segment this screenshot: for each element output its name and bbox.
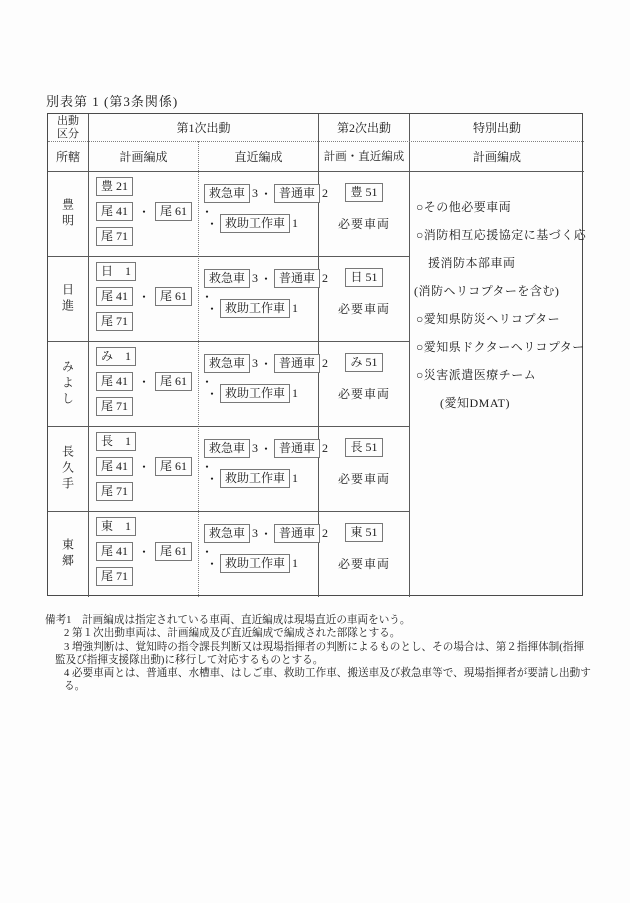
vehicle-count: 2 [322, 441, 329, 455]
unit-box: 尾 71 [96, 567, 133, 586]
header-special-planned-formation: 計画編成 [472, 149, 521, 164]
second-dispatch-cell [319, 511, 409, 597]
unit-box: 尾 61 [155, 542, 192, 561]
vehicle-box: 救助工作車 [220, 384, 290, 403]
separator-dot: ・ [201, 375, 214, 389]
separator-dot: ・ [260, 272, 273, 286]
jurisdiction-label: 長久手 [60, 444, 75, 493]
nearest-formation-cell [199, 426, 329, 511]
vehicle-box: 救助工作車 [220, 554, 290, 573]
vehicle-count: 3 [252, 441, 259, 455]
planned-formation-cell [89, 341, 214, 426]
special-item: ○その他必要車両 [416, 200, 512, 214]
special-item-note: (消防ヘリコプターを含む) [414, 284, 560, 298]
jurisdiction-nagakute [48, 426, 88, 511]
separator-dot: ・ [206, 217, 219, 231]
nearest-formation-cell [199, 171, 329, 256]
separator-dot: ・ [138, 460, 151, 474]
unit-box: 尾 71 [96, 397, 133, 416]
unit-box: 尾 41 [96, 457, 133, 476]
vehicle-box: 救助工作車 [220, 214, 290, 233]
unit-box: 日 1 [96, 262, 136, 281]
vehicle-box: 救急車 [204, 184, 250, 203]
jurisdiction-label: 東郷 [60, 538, 75, 570]
vehicle-box: 救急車 [204, 269, 250, 288]
remark-line: 備考1 計画編成は指定されている車両、直近編成は現場直近の車両をいう。 [45, 615, 411, 626]
separator-dot: ・ [206, 387, 219, 401]
required-vehicles-label: 必要車両 [337, 387, 390, 401]
vehicle-count: 1 [292, 471, 299, 485]
planned-formation-cell [89, 256, 214, 341]
nearest-formation-cell [199, 256, 329, 341]
nearest-formation-cell [199, 341, 329, 426]
vehicle-box: 救助工作車 [220, 299, 290, 318]
unit-box: 尾 61 [155, 372, 192, 391]
dispatch-table [47, 113, 587, 596]
header-dispatch-category: 出動 区分 [57, 115, 79, 140]
jurisdiction-toyoake [48, 171, 88, 256]
vehicle-count: 3 [252, 271, 259, 285]
remark-line: 3 増強判断は、覚知時の指令課長判断又は現場指揮者の判断によるものとし、その場合は、第２指揮体制(指揮 [64, 641, 584, 653]
special-item: ○災害派遣医療チーム [416, 368, 537, 382]
required-vehicles-label: 必要車両 [337, 217, 390, 231]
separator-dot: ・ [201, 205, 214, 219]
header-special-dispatch: 特別出動 [472, 121, 521, 135]
vehicle-count: 1 [292, 386, 299, 400]
header-second-dispatch: 第2次出動 [336, 121, 391, 135]
unit-box: 日 51 [345, 268, 382, 287]
separator-dot: ・ [206, 302, 219, 316]
unit-box: 尾 71 [96, 482, 133, 501]
vehicle-box: 普通車 [274, 184, 320, 203]
jurisdiction-label: みよし [60, 359, 75, 408]
vehicle-box: 普通車 [274, 524, 320, 543]
separator-dot: ・ [206, 557, 219, 571]
planned-formation-cell [89, 426, 214, 511]
unit-box: 長 51 [345, 438, 382, 457]
vehicle-count: 3 [252, 356, 259, 370]
header-jurisdiction: 所轄 [55, 149, 80, 164]
vehicle-box: 普通車 [274, 439, 320, 458]
jurisdiction-nisshin [48, 256, 88, 341]
page-title: 別表第 1 (第3条関係) [46, 94, 179, 109]
header-planned-nearest-formation: 計画・直近編成 [323, 151, 405, 163]
unit-box: 東 51 [345, 523, 382, 542]
vehicle-count: 2 [322, 186, 329, 200]
separator-dot: ・ [260, 187, 273, 201]
vehicle-count: 1 [292, 556, 299, 570]
separator-dot: ・ [260, 442, 273, 456]
unit-box: 豊 21 [96, 177, 133, 196]
unit-box: 尾 41 [96, 542, 133, 561]
special-dispatch-cell [410, 171, 587, 597]
separator-dot: ・ [201, 545, 214, 559]
second-dispatch-cell [319, 341, 409, 426]
unit-box: 尾 71 [96, 312, 133, 331]
unit-box: 豊 51 [345, 183, 382, 202]
second-dispatch-cell [319, 256, 409, 341]
vehicle-box: 普通車 [274, 354, 320, 373]
vehicle-box: 救急車 [204, 354, 250, 373]
required-vehicles-label: 必要車両 [337, 302, 390, 316]
vehicle-box: 普通車 [274, 269, 320, 288]
unit-box: 尾 71 [96, 227, 133, 246]
remark-line: 2 第１次出動車両は、計画編成及び直近編成で編成された部隊とする。 [64, 628, 401, 640]
unit-box: み 1 [96, 347, 136, 366]
separator-dot: ・ [260, 357, 273, 371]
unit-box: 尾 41 [96, 202, 133, 221]
vehicle-count: 1 [292, 216, 299, 230]
separator-dot: ・ [206, 472, 219, 486]
special-item: ○愛知県防災ヘリコプター [416, 312, 561, 326]
vehicle-box: 救急車 [204, 439, 250, 458]
unit-box: 尾 41 [96, 287, 133, 306]
unit-box: 長 1 [96, 432, 136, 451]
separator-dot: ・ [201, 290, 214, 304]
unit-box: 尾 41 [96, 372, 133, 391]
special-item: ○消防相互応援協定に基づく応 [416, 228, 587, 242]
vehicle-count: 2 [322, 356, 329, 370]
unit-box: 尾 61 [155, 202, 192, 221]
remark-line-continuation: る。 [64, 681, 86, 693]
second-dispatch-cell [319, 171, 409, 256]
separator-dot: ・ [138, 290, 151, 304]
separator-dot: ・ [138, 545, 151, 559]
vehicle-count: 3 [252, 186, 259, 200]
vehicle-count: 1 [292, 301, 299, 315]
header-first-dispatch: 第1次出動 [176, 121, 231, 135]
separator-dot: ・ [201, 460, 214, 474]
jurisdiction-togo [48, 511, 88, 597]
unit-box: み 51 [345, 353, 382, 372]
vehicle-count: 3 [252, 526, 259, 540]
second-dispatch-cell [319, 426, 409, 511]
planned-formation-cell [89, 511, 214, 597]
separator-dot: ・ [138, 205, 151, 219]
jurisdiction-label: 豊明 [60, 197, 75, 230]
special-item: ○愛知県ドクターヘリコプター [416, 340, 585, 354]
special-item-continuation: 援消防本部車両 [428, 256, 516, 270]
remarks [45, 614, 591, 694]
required-vehicles-label: 必要車両 [337, 472, 390, 486]
remark-line: 4 必要車両とは、普通車、水槽車、はしご車、救助工作車、搬送車及び救急車等で、現場指揮者が要請し出動す [64, 668, 591, 680]
vehicle-box: 救急車 [204, 524, 250, 543]
remark-line-continuation: 監及び指揮支援隊出動)に移行して対応するものとする。 [55, 654, 324, 666]
unit-box: 東 1 [96, 517, 136, 536]
separator-dot: ・ [138, 375, 151, 389]
special-item-note: (愛知DMAT) [440, 396, 510, 410]
jurisdiction-label: 日進 [60, 282, 75, 315]
header-planned-formation: 計画編成 [119, 149, 168, 164]
vehicle-count: 2 [322, 271, 329, 285]
jurisdiction-miyoshi [48, 341, 88, 426]
nearest-formation-cell [199, 511, 329, 597]
header-nearest-formation: 直近編成 [234, 149, 283, 164]
separator-dot: ・ [260, 527, 273, 541]
vehicle-box: 救助工作車 [220, 469, 290, 488]
unit-box: 尾 61 [155, 287, 192, 306]
unit-box: 尾 61 [155, 457, 192, 476]
required-vehicles-label: 必要車両 [337, 557, 390, 571]
planned-formation-cell [89, 171, 214, 256]
vehicle-count: 2 [322, 526, 329, 540]
